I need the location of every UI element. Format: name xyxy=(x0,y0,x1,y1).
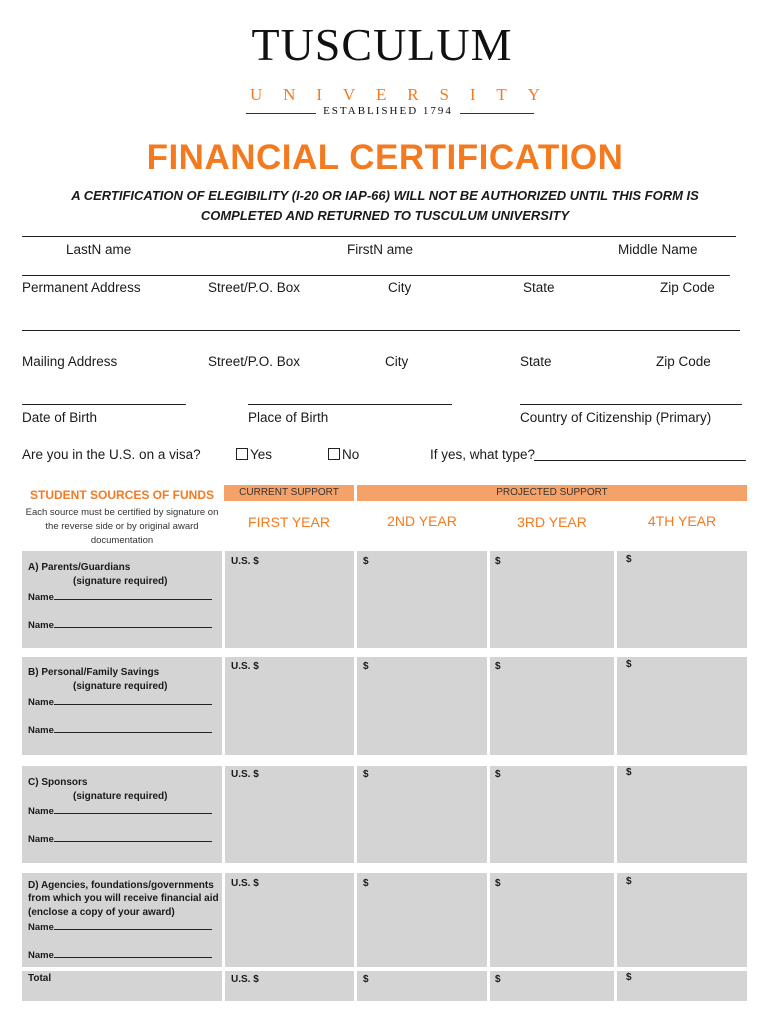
projected-support-header: PROJECTED SUPPORT xyxy=(357,485,747,501)
permanent-address-label: Permanent Address xyxy=(22,280,141,295)
visa-question: Are you in the U.S. on a visa? xyxy=(22,447,201,462)
row-a-amount-3[interactable]: $ xyxy=(495,556,501,567)
row-a-amount-1[interactable]: U.S. $ xyxy=(231,556,259,567)
pob-label: Place of Birth xyxy=(248,410,329,425)
row-a-amount-4[interactable]: $ xyxy=(626,554,632,565)
permanent-address-fill-line[interactable] xyxy=(22,275,730,276)
page-title: FINANCIAL CERTIFICATION xyxy=(146,138,624,177)
mailing-state-label: State xyxy=(520,354,552,369)
row-c-amount-3[interactable]: $ xyxy=(495,769,501,780)
year-4-label: 4TH YEAR xyxy=(647,513,717,529)
pob-fill-line[interactable] xyxy=(248,404,452,405)
row-b-amount-3[interactable]: $ xyxy=(495,661,501,672)
logo-university: U N I V E R S I T Y xyxy=(250,85,540,104)
logo-established: ESTABLISHED 1794 xyxy=(323,105,453,117)
mailing-address-fill-line[interactable] xyxy=(22,330,740,331)
row-b-name-2[interactable]: Name xyxy=(28,724,212,736)
row-d-amount-4[interactable]: $ xyxy=(626,876,632,887)
total-amount-1[interactable]: U.S. $ xyxy=(231,974,259,985)
citizenship-fill-line[interactable] xyxy=(520,404,742,405)
row-b-title: B) Personal/Family Savings xyxy=(28,667,160,678)
row-d-name-1[interactable]: Name xyxy=(28,921,212,933)
visa-type-label: If yes, what type? xyxy=(430,447,536,462)
permanent-zip-label: Zip Code xyxy=(660,280,715,295)
last-name-label: LastN ame xyxy=(66,242,132,257)
row-c-title: C) Sponsors xyxy=(28,777,88,788)
row-d-amount-2[interactable]: $ xyxy=(363,878,369,889)
total-amount-3[interactable]: $ xyxy=(495,974,501,985)
row-a-name-2[interactable]: Name xyxy=(28,619,212,631)
visa-no-option[interactable]: No xyxy=(328,448,359,462)
col-sep-1 xyxy=(222,551,225,1001)
col-sep-2 xyxy=(354,551,357,1001)
row-a-title: A) Parents/Guardians xyxy=(28,562,131,573)
first-name-label: FirstN ame xyxy=(347,242,414,257)
row-d-line-3: (enclose a copy of your award) xyxy=(28,907,175,918)
permanent-city-label: City xyxy=(388,280,412,295)
mailing-zip-label: Zip Code xyxy=(656,354,711,369)
logo-rule-right xyxy=(460,113,534,114)
year-3-label: 3RD YEAR xyxy=(517,514,587,530)
year-2-label: 2ND YEAR xyxy=(387,513,457,529)
row-b-name-1[interactable]: Name xyxy=(28,696,212,708)
row-a-name-1[interactable]: Name xyxy=(28,591,212,603)
row-c-name-2[interactable]: Name xyxy=(28,833,212,845)
current-support-header: CURRENT SUPPORT xyxy=(224,485,354,501)
row-a-amount-2[interactable]: $ xyxy=(363,556,369,567)
permanent-street-label: Street/P.O. Box xyxy=(208,280,301,295)
total-label: Total xyxy=(28,973,52,984)
row-c-amount-2[interactable]: $ xyxy=(363,769,369,780)
mailing-street-label: Street/P.O. Box xyxy=(208,354,301,369)
total-amount-2[interactable]: $ xyxy=(363,974,369,985)
total-row-separator xyxy=(22,967,747,971)
row-c-sub: (signature required) xyxy=(73,791,168,802)
permanent-state-label: State xyxy=(523,280,555,295)
dob-label: Date of Birth xyxy=(22,410,98,425)
col-sep-3 xyxy=(487,551,490,1001)
row-b-amount-4[interactable]: $ xyxy=(626,659,632,670)
row-c-amount-1[interactable]: U.S. $ xyxy=(231,769,259,780)
col-sep-4 xyxy=(614,551,617,1001)
logo-rule-left xyxy=(246,113,316,114)
dob-fill-line[interactable] xyxy=(22,404,186,405)
page-subtitle: A CERTIFICATION OF ELEGIBILITY (I-20 OR IAP-66) WILL NOT BE AUTHORIZED UNTIL THIS FORM IS COMPLETED AND RETURNED TO TUSCULUM UNIVERSITY xyxy=(71,188,699,223)
row-d-line-1: D) Agencies, foundations/governments xyxy=(28,880,214,891)
row-d-line-2: from which you will receive financial aid xyxy=(28,893,219,904)
row-d-amount-1[interactable]: U.S. $ xyxy=(231,878,259,889)
row-d-name-2[interactable]: Name xyxy=(28,949,212,961)
sources-note: Each source must be certified by signature on the reverse side or by original award documentation xyxy=(25,507,219,546)
row-d-amount-3[interactable]: $ xyxy=(495,878,501,889)
logo-wordmark: TUSCULUM xyxy=(251,19,513,70)
row-c-name-1[interactable]: Name xyxy=(28,805,212,817)
visa-type-fill-line[interactable] xyxy=(534,460,746,461)
row-a-sub: (signature required) xyxy=(73,576,168,587)
row-b-amount-2[interactable]: $ xyxy=(363,661,369,672)
yes-checkbox[interactable] xyxy=(236,448,248,460)
row-c-amount-4[interactable]: $ xyxy=(626,767,632,778)
name-fill-line[interactable] xyxy=(22,236,736,237)
citizenship-label: Country of Citizenship (Primary) xyxy=(520,410,712,425)
sources-heading: STUDENT SOURCES OF FUNDS xyxy=(29,488,214,502)
mailing-address-label: Mailing Address xyxy=(22,354,118,369)
row-b-amount-1[interactable]: U.S. $ xyxy=(231,661,259,672)
visa-yes-option[interactable]: Yes xyxy=(236,448,272,462)
row-b-sub: (signature required) xyxy=(73,681,168,692)
middle-name-label: Middle Name xyxy=(618,242,698,257)
no-checkbox[interactable] xyxy=(328,448,340,460)
year-1-label: FIRST YEAR xyxy=(248,514,330,530)
mailing-city-label: City xyxy=(385,354,409,369)
total-amount-4[interactable]: $ xyxy=(626,972,632,983)
